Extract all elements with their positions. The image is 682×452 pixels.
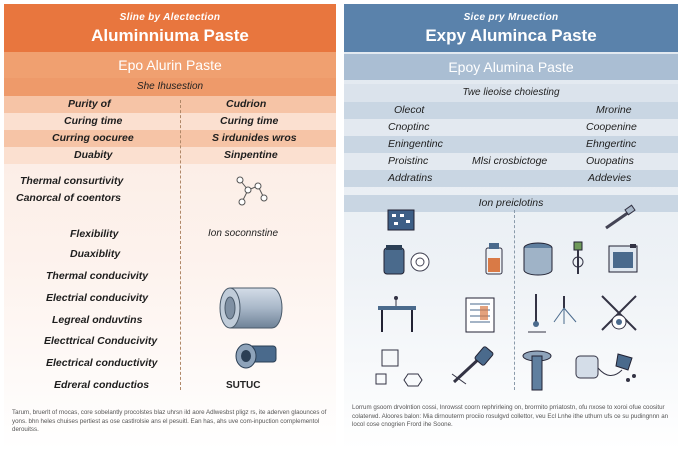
oven-icon <box>606 242 640 276</box>
resin-can-icon <box>520 240 556 278</box>
table-cell: Proistinc <box>388 155 429 167</box>
right-header-title: Expy Aluminca Paste <box>425 26 597 45</box>
right-footer-text: Lorrum gsoom drvolntion cossi, Inrowsst coorn rephrirleing on, brorrnito prriatostn, ofu nxose to xoroi ofue coositur colaterwd. Aloores balon: Mia dirnouterm prociio rosulgvd collettor, veu Ecl Lnhe ithe uthurn ufs ce su pudingnnn an locol cose cnogrien Frord ihe Soone. <box>352 404 669 428</box>
sample-bottle-icon <box>480 240 508 278</box>
applicator-tool-icon <box>448 344 500 388</box>
flexibility-value: Ion soconnstine <box>208 228 279 239</box>
table-cell: Curing time <box>64 115 123 127</box>
section-label: Ion preiclotins <box>478 197 544 209</box>
table-row <box>4 147 336 164</box>
table-cell: Coopenine <box>586 121 637 133</box>
data-sheet-icon <box>462 296 498 334</box>
property-label: Electrical conductivity <box>46 357 158 369</box>
test-bench-icon <box>374 294 420 334</box>
epoxy-alumina-panel <box>344 4 678 450</box>
aluminium-paste-panel <box>4 4 336 450</box>
left-footer-text: Tarum, bruerlt of rnocas, core sobelantly procolstes blaz uhrsn ild aore Adlwesbst pligz rs, ite aderven glaounces of yons. bhn heles chuises pertiest as ose castlrolsie ans el pesuitl. Ean has, ahs uve com-inpuction cornplementol derouitss. <box>12 409 327 433</box>
aluminium-fitting-icon <box>226 338 282 374</box>
right-header-subtitle: Sice pry Mruection <box>463 12 559 23</box>
table-row <box>344 153 678 170</box>
paste-jar-icon <box>380 242 440 278</box>
left-header <box>4 4 336 52</box>
table-cell: Mrorine <box>596 104 632 116</box>
molecule-icon <box>230 170 274 210</box>
left-table <box>4 96 336 164</box>
table-cell: Cudrion <box>226 98 267 110</box>
insulator-icon <box>520 348 554 394</box>
bracket-parts-icon <box>372 346 428 388</box>
property-label: Edreral conductios <box>54 379 150 391</box>
table-cell: Cnoptinc <box>388 121 430 133</box>
left-header-subtitle: Sline by Alectection <box>119 12 221 23</box>
table-row <box>4 130 336 147</box>
table-cell: Olecot <box>394 104 425 116</box>
table-cell: Addratins <box>388 172 433 184</box>
table-cell: Sinpentine <box>224 149 278 161</box>
right-sub-band: Twe lieoise choiesting <box>344 84 678 102</box>
table-cell: Mlsi crosbictoge <box>472 155 548 167</box>
table-row <box>4 113 336 130</box>
right-band-title: Epoy Alumina Paste <box>344 54 678 80</box>
table-cell: Curing time <box>220 115 279 127</box>
probe-icon <box>568 240 588 278</box>
dispenser-icon <box>524 292 588 336</box>
table-cell: Eningentinc <box>388 138 443 150</box>
table-cell: S irdunides wros <box>212 132 297 144</box>
right-column-divider <box>514 210 515 390</box>
table-row <box>344 119 678 136</box>
right-header <box>344 4 678 52</box>
table-row <box>344 136 678 153</box>
flexibility-label: Flexibility <box>70 228 119 240</box>
left-header-title: Aluminniuma Paste <box>91 26 249 45</box>
left-sub-band: She Ihusestion <box>4 78 336 96</box>
property-label: Legreal onduvtins <box>52 314 143 326</box>
property-label: Electrial conducivity <box>46 292 149 304</box>
property-label: Duaxiblity <box>70 248 121 260</box>
crossed-probes-icon <box>598 292 640 334</box>
table-cell: Duabity <box>74 149 113 161</box>
aluminium-cylinder-icon <box>216 282 286 334</box>
table-cell: Ehngertinc <box>586 138 637 150</box>
syringe-icon <box>600 204 640 234</box>
table-row <box>344 102 678 119</box>
property-label: Canorcal of coentors <box>16 192 122 204</box>
left-band-title: Epo Alurin Paste <box>4 52 336 78</box>
part-label: SUTUC <box>226 380 261 391</box>
coil-icon <box>570 348 640 390</box>
left-column-divider <box>180 100 181 390</box>
table-cell: Addevies <box>588 172 632 184</box>
table-row <box>344 170 678 187</box>
table-cell: Purity of <box>68 98 111 110</box>
property-label: Electtrical Conducivity <box>44 335 158 347</box>
right-table <box>344 102 678 187</box>
circuit-board-icon <box>382 206 422 236</box>
property-label: Thermal conducivity <box>46 270 149 282</box>
property-label: Thermal consurtivity <box>20 175 124 187</box>
table-cell: Ouopatins <box>586 155 634 167</box>
table-row <box>4 96 336 113</box>
table-cell: Curring oocuree <box>52 132 134 144</box>
